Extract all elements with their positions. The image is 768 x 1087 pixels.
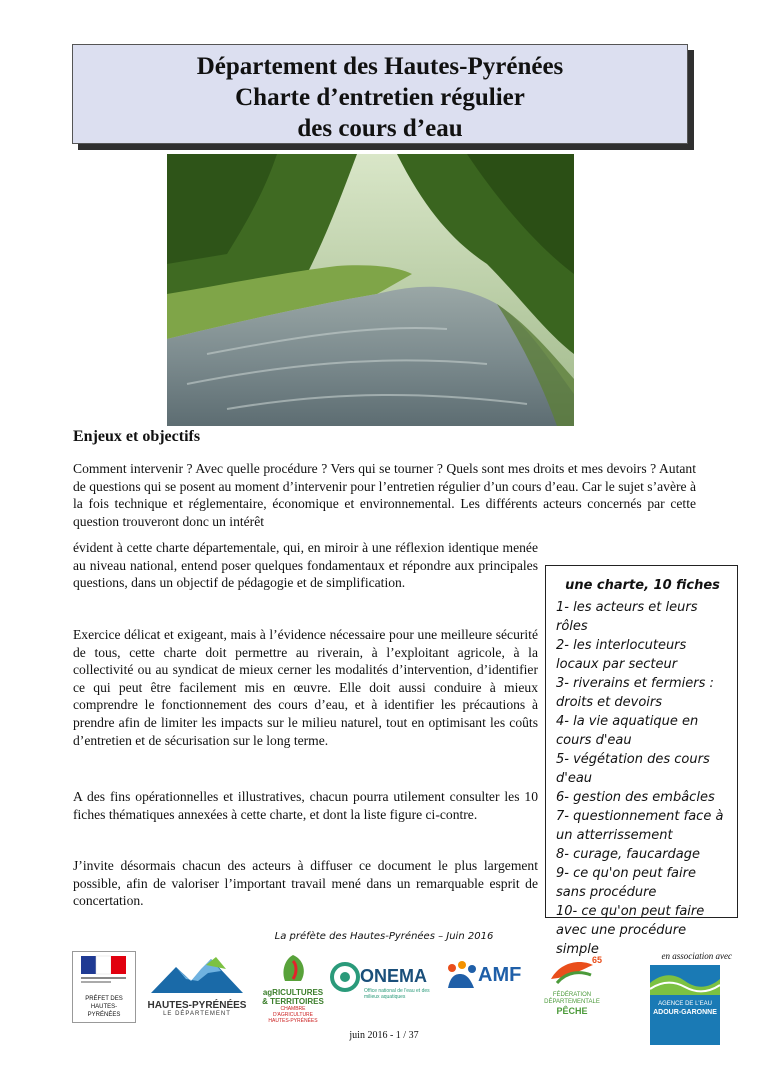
sidebar-item: 2- les interlocuteurs locaux par secteur	[556, 638, 687, 672]
wave-icon	[650, 965, 720, 995]
amf-logo	[444, 960, 534, 1010]
title-line-3: des cours d’eau	[297, 115, 463, 142]
association-note: en association avec	[661, 951, 732, 961]
title-line-1: Département des Hautes-Pyrénées	[196, 53, 564, 80]
peche-label-3: PÊCHE	[556, 1006, 588, 1016]
leaf-icon	[273, 953, 313, 983]
onema-label: ONEMA	[360, 966, 427, 986]
agence-label-2: ADOUR-GARONNE	[653, 1009, 717, 1016]
paragraph-4: J’invite désormais chacun des acteurs à diffuser ce document le plus largement possible, afin de valoriser l’important travail mené dans un remarquable esprit de concertation.	[73, 858, 538, 909]
river-photo	[167, 154, 574, 426]
signature: La préfète des Hautes-Pyrénées – Juin 2016	[274, 931, 494, 942]
sidebar-item: 1- les acteurs et leurs rôles	[556, 600, 698, 634]
water-drop-icon	[330, 962, 360, 992]
sidebar-item: 6- gestion des embâcles	[556, 790, 715, 805]
sidebar-item: 8- curage, faucardage	[556, 847, 701, 862]
marianne-icon	[73, 952, 135, 988]
paragraph-2: Exercice délicat et exigeant, mais à l’évidence nécessaire pour une meilleure sécurité de tous, cette charte doit permettre au riverain, à l’exploitant agricole, à la collectivité ou au syndicat de mieux cerner les modalités d’intervention, d’identifier ce qui peut être facilement mis en œuvre. Elle doit aussi conduire à mieux comprendre le fonctionnement des cours d’eau, et à identifier les précautions à prendre afin de limiter les impacts sur le milieu naturel, tout en optimisant les coûts d’entretien et de sécurisation sur le long terme.	[73, 627, 538, 748]
people-icon	[444, 960, 478, 990]
peche-label-2: DÉPARTEMENTALE	[544, 999, 600, 1005]
peche-logo	[540, 955, 604, 1025]
department-sublabel: LE DÉPARTEMENT	[163, 1011, 231, 1017]
fish-icon	[547, 955, 597, 987]
sidebar-item: 4- la vie aquatique en cours d'eau	[556, 714, 699, 748]
sidebar-item: 9- ce qu'on peut faire sans procédure	[556, 866, 696, 900]
prefecture-logo	[72, 951, 136, 1023]
department-label: HAUTES-PYRÉNÉES	[147, 1000, 247, 1011]
sidebar-title: une charte, 10 fiches	[565, 578, 720, 593]
paragraph-3: A des fins opérationnelles et illustratives, chacun pourra utilement consulter les 10 fiches thématiques annexées à cette charte, et dont la liste figure ci-contre.	[73, 789, 538, 822]
agriculture-logo	[262, 953, 324, 1023]
page-number: juin 2016 - 1 / 37	[349, 1030, 419, 1041]
title-line-2: Charte d’entretien régulier	[235, 84, 525, 111]
paragraph-1-continued: évident à cette charte départementale, qui, en miroir à une réflexion identique menée au niveau national, entend poser quelques fondamentaux et répondre aux principales questions, dans un objectif de pédagogie et de simplification.	[73, 540, 538, 591]
department-logo	[146, 955, 248, 1021]
agriculture-label-3: CHAMBRE D'AGRICULTURE HAUTES-PYRÉNÉES	[268, 1006, 318, 1024]
agence-label-1: AGENCE DE L'EAU	[658, 1001, 712, 1007]
sidebar-item: 3- riverains et fermiers : droits et devoirs	[556, 676, 714, 710]
section-heading: Enjeux et objectifs	[73, 428, 201, 445]
sidebar-item: 7- questionnement face à un atterrissement	[556, 809, 724, 843]
onema-logo	[330, 962, 440, 1012]
sidebar-item: 5- végétation des cours d'eau	[556, 752, 710, 786]
paragraph-1-full-width: Comment intervenir ? Avec quelle procédure ? Vers qui se tourner ? Quels sont mes droits et mes devoirs ? Autant de questions qui se posent au moment d’intervenir pour l’entretien régulier d’un cours d’eau. Car le sujet s’avère à la fois technique et réglementaire, économique et environnemental. Les différents acteurs concernés par cette question trouveront donc un intérêt	[73, 461, 696, 529]
mountain-icon	[146, 955, 248, 995]
peche-label-1: FÉDÉRATION	[552, 992, 592, 998]
sidebar-item: 10- ce qu'on peut faire avec une procédure simple	[556, 904, 705, 957]
peche-number: 65	[591, 955, 602, 965]
amf-label: AMF	[478, 964, 522, 986]
title-box	[72, 44, 688, 144]
agriculture-label-1: agRICULTURES	[262, 988, 324, 997]
prefecture-label: PRÉFET DES HAUTES-PYRÉNÉES	[85, 996, 123, 1018]
agriculture-label-2: & TERRITOIRES	[262, 997, 324, 1006]
onema-sublabel: Office national de l'eau et des milieux aquatiques	[364, 988, 430, 1000]
